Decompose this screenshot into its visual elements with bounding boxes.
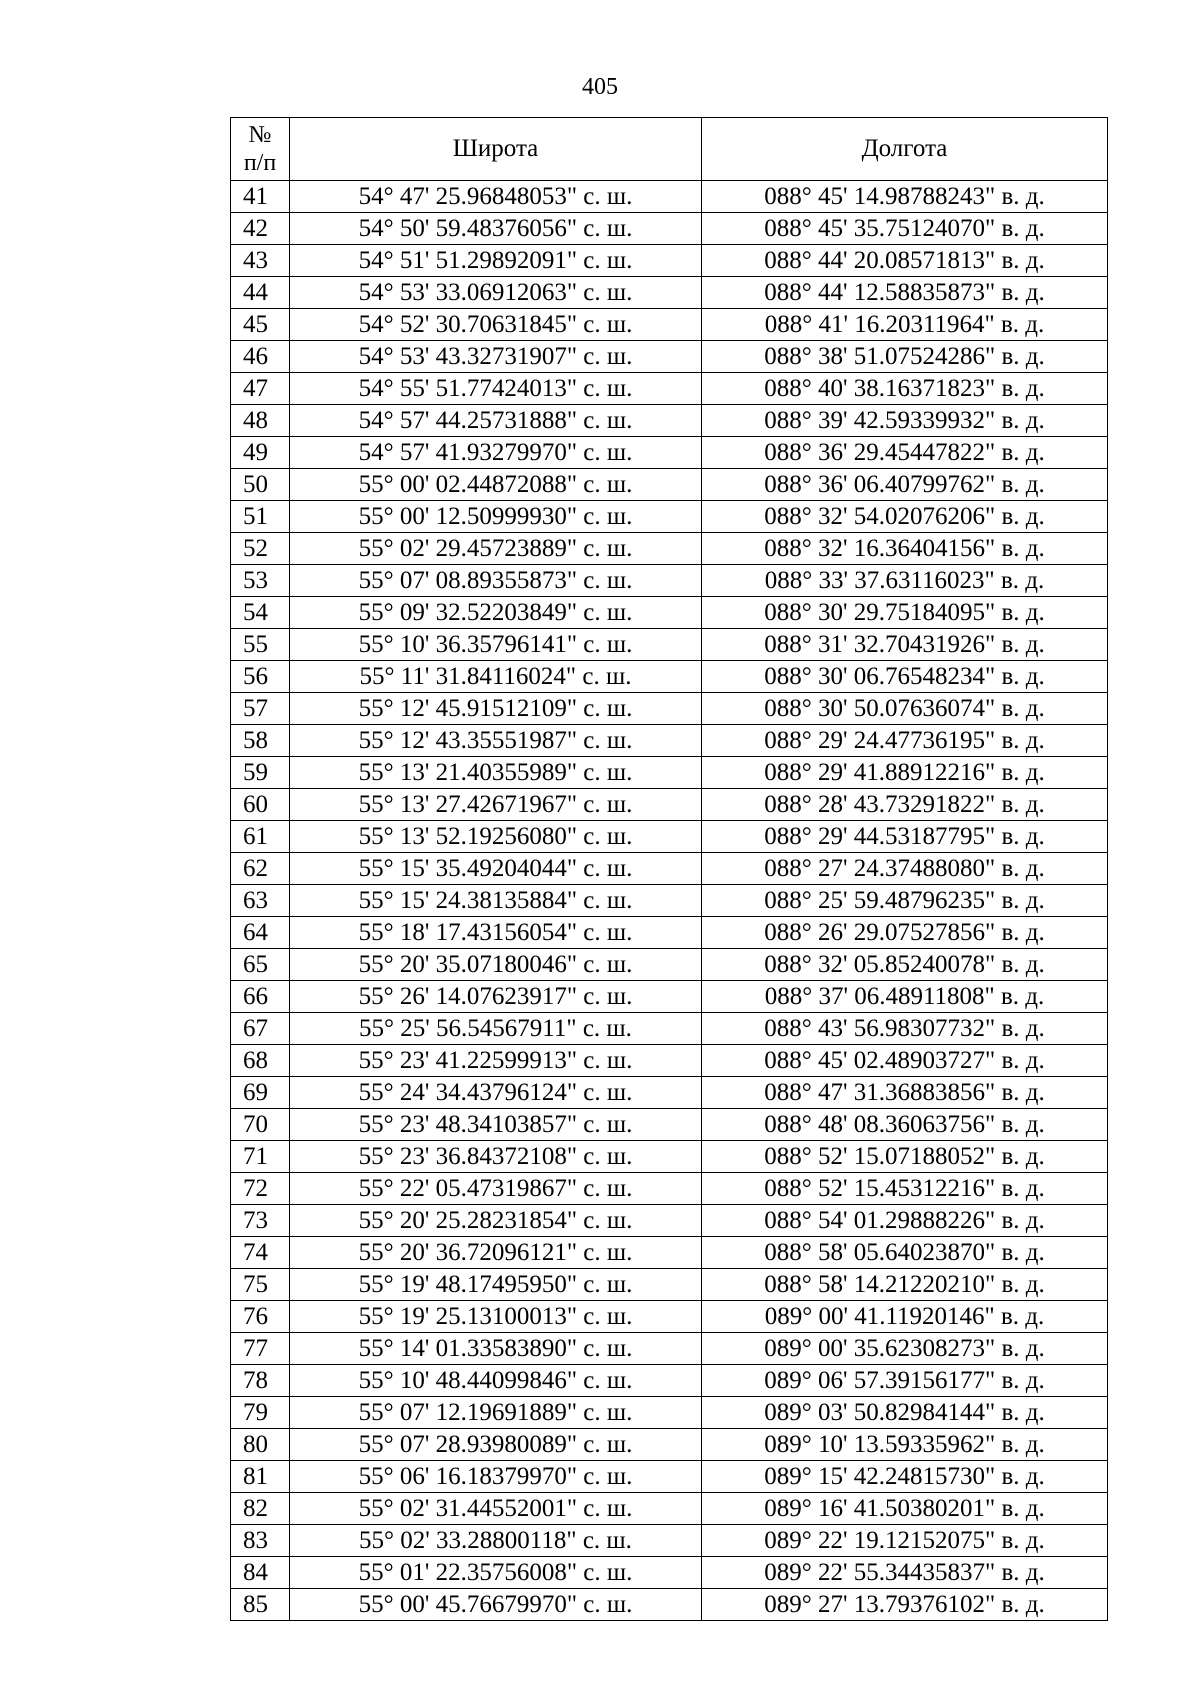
latitude-cell: 55° 15' 24.38135884" с. ш. [290,885,702,917]
longitude-cell: 088° 26' 29.07527856" в. д. [702,917,1108,949]
latitude-cell: 55° 13' 52.19256080" с. ш. [290,821,702,853]
latitude-cell: 55° 24' 34.43796124" с. ш. [290,1077,702,1109]
latitude-cell: 55° 00' 12.50999930" с. ш. [290,501,702,533]
latitude-cell: 55° 11' 31.84116024" с. ш. [290,661,702,693]
latitude-cell: 54° 51' 51.29892091" с. ш. [290,245,702,277]
row-number-cell: 60 [231,789,290,821]
table-row [231,981,1108,1013]
longitude-cell: 088° 52' 15.07188052" в. д. [702,1141,1108,1173]
row-number-cell: 53 [231,565,290,597]
page-number: 405 [582,74,618,100]
row-number-cell: 66 [231,981,290,1013]
longitude-cell: 089° 00' 35.62308273" в. д. [702,1333,1108,1365]
table-row [231,1269,1108,1301]
latitude-cell: 55° 00' 02.44872088" с. ш. [290,469,702,501]
row-number-cell: 51 [231,501,290,533]
longitude-cell: 088° 29' 41.88912216" в. д. [702,757,1108,789]
table-row [231,1141,1108,1173]
table-row [231,181,1108,213]
latitude-cell: 55° 23' 36.84372108" с. ш. [290,1141,702,1173]
table-row [231,821,1108,853]
longitude-cell: 089° 03' 50.82984144" в. д. [702,1397,1108,1429]
longitude-cell: 088° 32' 16.36404156" в. д. [702,533,1108,565]
latitude-cell: 55° 06' 16.18379970" с. ш. [290,1461,702,1493]
longitude-cell: 088° 54' 01.29888226" в. д. [702,1205,1108,1237]
table-row [231,757,1108,789]
latitude-cell: 55° 20' 35.07180046" с. ш. [290,949,702,981]
table-row [231,1429,1108,1461]
row-number-cell: 69 [231,1077,290,1109]
table-row [231,885,1108,917]
longitude-cell: 088° 28' 43.73291822" в. д. [702,789,1108,821]
latitude-cell: 55° 25' 56.54567911" с. ш. [290,1013,702,1045]
table-row [231,213,1108,245]
longitude-cell: 088° 29' 44.53187795" в. д. [702,821,1108,853]
row-number-cell: 62 [231,853,290,885]
longitude-cell: 088° 43' 56.98307732" в. д. [702,1013,1108,1045]
longitude-cell: 089° 15' 42.24815730" в. д. [702,1461,1108,1493]
table-row [231,917,1108,949]
latitude-cell: 54° 55' 51.77424013" с. ш. [290,373,702,405]
latitude-cell: 54° 53' 43.32731907" с. ш. [290,341,702,373]
latitude-cell: 55° 10' 36.35796141" с. ш. [290,629,702,661]
latitude-cell: 55° 09' 32.52203849" с. ш. [290,597,702,629]
longitude-cell: 088° 45' 14.98788243" в. д. [702,181,1108,213]
row-number-cell: 81 [231,1461,290,1493]
row-number-cell: 50 [231,469,290,501]
row-number-cell: 74 [231,1237,290,1269]
latitude-cell: 54° 57' 41.93279970" с. ш. [290,437,702,469]
row-number-cell: 63 [231,885,290,917]
latitude-cell: 55° 02' 31.44552001" с. ш. [290,1493,702,1525]
table-row [231,949,1108,981]
longitude-cell: 088° 32' 05.85240078" в. д. [702,949,1108,981]
row-number-cell: 64 [231,917,290,949]
row-number-cell: 52 [231,533,290,565]
longitude-cell: 089° 22' 19.12152075" в. д. [702,1525,1108,1557]
table-row [231,725,1108,757]
row-number-cell: 73 [231,1205,290,1237]
table-row [231,1461,1108,1493]
table-row [231,437,1108,469]
latitude-cell: 55° 07' 28.93980089" с. ш. [290,1429,702,1461]
latitude-cell: 55° 12' 43.35551987" с. ш. [290,725,702,757]
row-number-cell: 58 [231,725,290,757]
row-number-cell: 46 [231,341,290,373]
table-row [231,1493,1108,1525]
latitude-cell: 55° 19' 48.17495950" с. ш. [290,1269,702,1301]
row-number-cell: 68 [231,1045,290,1077]
longitude-cell: 089° 22' 55.34435837" в. д. [702,1557,1108,1589]
longitude-cell: 088° 37' 06.48911808" в. д. [702,981,1108,1013]
table-row [231,661,1108,693]
table-row [231,629,1108,661]
column-header-number [231,118,290,181]
table-row [231,1333,1108,1365]
longitude-cell: 089° 00' 41.11920146" в. д. [702,1301,1108,1333]
latitude-cell: 54° 47' 25.96848053" с. ш. [290,181,702,213]
latitude-cell: 55° 10' 48.44099846" с. ш. [290,1365,702,1397]
longitude-cell: 088° 31' 32.70431926" в. д. [702,629,1108,661]
latitude-cell: 54° 50' 59.48376056" с. ш. [290,213,702,245]
latitude-cell: 55° 23' 41.22599913" с. ш. [290,1045,702,1077]
table-row [231,1237,1108,1269]
row-number-cell: 82 [231,1493,290,1525]
table-row [231,565,1108,597]
table-row [231,1173,1108,1205]
row-number-cell: 65 [231,949,290,981]
longitude-cell: 088° 44' 20.08571813" в. д. [702,245,1108,277]
longitude-cell: 088° 58' 14.21220210" в. д. [702,1269,1108,1301]
latitude-cell: 55° 22' 05.47319867" с. ш. [290,1173,702,1205]
row-number-cell: 84 [231,1557,290,1589]
row-number-cell: 41 [231,181,290,213]
row-number-cell: 75 [231,1269,290,1301]
row-number-cell: 44 [231,277,290,309]
row-number-cell: 80 [231,1429,290,1461]
latitude-cell: 55° 07' 08.89355873" с. ш. [290,565,702,597]
longitude-cell: 088° 30' 29.75184095" в. д. [702,597,1108,629]
latitude-cell: 54° 53' 33.06912063" с. ш. [290,277,702,309]
longitude-cell: 088° 40' 38.16371823" в. д. [702,373,1108,405]
longitude-cell: 089° 06' 57.39156177" в. д. [702,1365,1108,1397]
table-row [231,1525,1108,1557]
row-number-cell: 57 [231,693,290,725]
latitude-cell: 55° 02' 29.45723889" с. ш. [290,533,702,565]
row-number-cell: 79 [231,1397,290,1429]
row-number-cell: 48 [231,405,290,437]
longitude-cell: 088° 48' 08.36063756" в. д. [702,1109,1108,1141]
row-number-cell: 61 [231,821,290,853]
longitude-cell: 088° 58' 05.64023870" в. д. [702,1237,1108,1269]
latitude-cell: 54° 57' 44.25731888" с. ш. [290,405,702,437]
longitude-cell: 088° 36' 29.45447822" в. д. [702,437,1108,469]
row-number-cell: 42 [231,213,290,245]
longitude-cell: 089° 10' 13.59335962" в. д. [702,1429,1108,1461]
row-number-cell: 76 [231,1301,290,1333]
row-number-cell: 67 [231,1013,290,1045]
latitude-cell: 55° 02' 33.28800118" с. ш. [290,1525,702,1557]
table-row [231,245,1108,277]
row-number-cell: 55 [231,629,290,661]
column-header-latitude: Широта [290,118,702,181]
longitude-cell: 088° 30' 06.76548234" в. д. [702,661,1108,693]
longitude-cell: 088° 25' 59.48796235" в. д. [702,885,1108,917]
table-row [231,373,1108,405]
table-header-row [231,118,1108,181]
longitude-cell: 088° 45' 02.48903727" в. д. [702,1045,1108,1077]
longitude-cell: 088° 38' 51.07524286" в. д. [702,341,1108,373]
table-row [231,501,1108,533]
latitude-cell: 55° 12' 45.91512109" с. ш. [290,693,702,725]
row-number-cell: 70 [231,1109,290,1141]
longitude-cell: 088° 39' 42.59339932" в. д. [702,405,1108,437]
latitude-cell: 55° 13' 21.40355989" с. ш. [290,757,702,789]
table-row [231,1205,1108,1237]
coordinates-table [230,117,1108,1621]
row-number-cell: 49 [231,437,290,469]
longitude-cell: 088° 47' 31.36883856" в. д. [702,1077,1108,1109]
latitude-cell: 55° 20' 36.72096121" с. ш. [290,1237,702,1269]
table-row [231,341,1108,373]
table-row [231,1365,1108,1397]
longitude-cell: 088° 52' 15.45312216" в. д. [702,1173,1108,1205]
table-row [231,309,1108,341]
table-row [231,1301,1108,1333]
row-number-cell: 85 [231,1589,290,1621]
table-row [231,693,1108,725]
latitude-cell: 55° 00' 45.76679970" с. ш. [290,1589,702,1621]
row-number-cell: 54 [231,597,290,629]
table-row [231,1109,1108,1141]
longitude-cell: 089° 16' 41.50380201" в. д. [702,1493,1108,1525]
table-row [231,533,1108,565]
table-row [231,277,1108,309]
longitude-cell: 088° 27' 24.37488080" в. д. [702,853,1108,885]
longitude-cell: 088° 30' 50.07636074" в. д. [702,693,1108,725]
table-row [231,469,1108,501]
latitude-cell: 55° 19' 25.13100013" с. ш. [290,1301,702,1333]
latitude-cell: 54° 52' 30.70631845" с. ш. [290,309,702,341]
longitude-cell: 088° 29' 24.47736195" в. д. [702,725,1108,757]
row-number-cell: 56 [231,661,290,693]
row-number-cell: 83 [231,1525,290,1557]
column-header-longitude: Долгота [702,118,1108,181]
latitude-cell: 55° 13' 27.42671967" с. ш. [290,789,702,821]
table-row [231,1077,1108,1109]
row-number-cell: 78 [231,1365,290,1397]
latitude-cell: 55° 20' 25.28231854" с. ш. [290,1205,702,1237]
latitude-cell: 55° 26' 14.07623917" с. ш. [290,981,702,1013]
longitude-cell: 088° 36' 06.40799762" в. д. [702,469,1108,501]
table-row [231,1589,1108,1621]
row-number-cell: 47 [231,373,290,405]
row-number-cell: 71 [231,1141,290,1173]
row-number-cell: 59 [231,757,290,789]
latitude-cell: 55° 15' 35.49204044" с. ш. [290,853,702,885]
longitude-cell: 088° 33' 37.63116023" в. д. [702,565,1108,597]
longitude-cell: 088° 32' 54.02076206" в. д. [702,501,1108,533]
row-number-cell: 72 [231,1173,290,1205]
table-row [231,597,1108,629]
latitude-cell: 55° 01' 22.35756008" с. ш. [290,1557,702,1589]
row-number-cell: 43 [231,245,290,277]
longitude-cell: 089° 27' 13.79376102" в. д. [702,1589,1108,1621]
latitude-cell: 55° 18' 17.43156054" с. ш. [290,917,702,949]
table-row [231,1397,1108,1429]
table-row [231,1045,1108,1077]
latitude-cell: 55° 23' 48.34103857" с. ш. [290,1109,702,1141]
row-number-cell: 45 [231,309,290,341]
table-row [231,1013,1108,1045]
longitude-cell: 088° 44' 12.58835873" в. д. [702,277,1108,309]
table-row [231,405,1108,437]
number-symbol: № [248,122,272,148]
number-abbreviation: п/п [243,150,277,176]
longitude-cell: 088° 41' 16.20311964" в. д. [702,309,1108,341]
table-row [231,1557,1108,1589]
longitude-cell: 088° 45' 35.75124070" в. д. [702,213,1108,245]
table-row [231,789,1108,821]
row-number-cell: 77 [231,1333,290,1365]
table-row [231,853,1108,885]
latitude-cell: 55° 07' 12.19691889" с. ш. [290,1397,702,1429]
latitude-cell: 55° 14' 01.33583890" с. ш. [290,1333,702,1365]
